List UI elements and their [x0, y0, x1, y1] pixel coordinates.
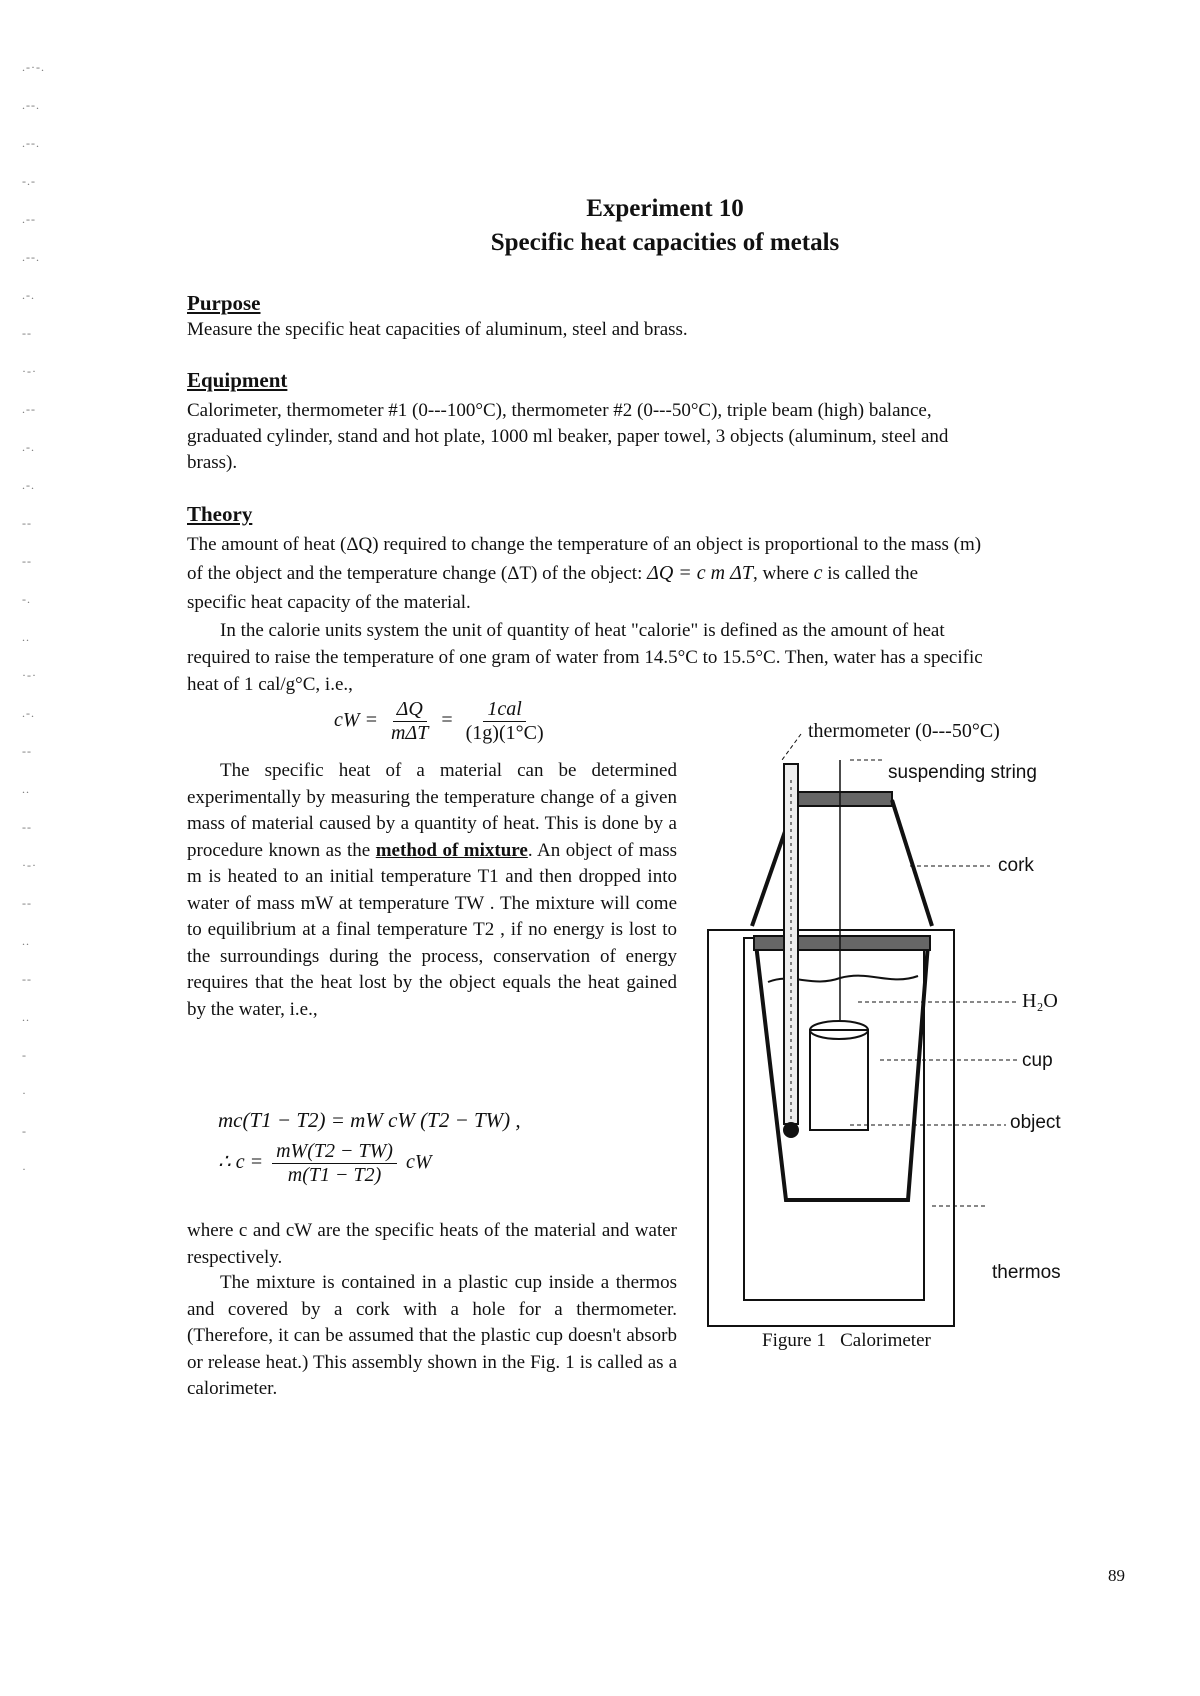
calorimeter-figure: [700, 720, 1180, 1380]
experiment-number: Experiment 10: [586, 195, 744, 222]
thermos-inner-wall: [744, 938, 924, 1300]
eq1-fraction: [387, 698, 432, 745]
label-cork: cork: [998, 855, 1034, 876]
text-span: , where: [752, 563, 814, 584]
object-cylinder: [810, 1030, 868, 1130]
theory-p2-line3: heat of 1 cal/g°C, i.e.,: [187, 674, 353, 695]
text-span: is called the: [822, 563, 919, 584]
eq1-equals: =: [441, 709, 453, 732]
eq3-suffix: cW: [405, 1151, 432, 1174]
eq1-denominator-2: (1g)(1°C): [465, 722, 544, 744]
cork-band-upper: [796, 792, 892, 806]
equation-energy-balance: mc(T1 − T2) = mW cW (T2 − TW) ,: [218, 1108, 521, 1132]
eq1-numerator: ΔQ: [393, 698, 427, 722]
purpose-heading: Purpose: [187, 291, 261, 315]
thermometer-bulb: [784, 1123, 798, 1137]
figure-caption: Figure 1 Calorimeter: [762, 1330, 931, 1351]
text-span: of the object and the temperature change (ΔT) of the object:: [187, 563, 648, 584]
c-symbol: c: [813, 562, 823, 584]
page-title: Specific heat capacities of metals: [490, 229, 840, 256]
equipment-line-2: graduated cylinder, stand and hot plate, 1000 ml beaker, paper towel, 3 objects (aluminum, steel and: [187, 426, 949, 447]
label-thermometer: thermometer (0---50°C): [808, 720, 1000, 742]
equation-specific-heat: [218, 1140, 431, 1187]
label-water: H₂O: [1022, 990, 1058, 1012]
theory-column-paragraph-3: The mixture is contained in a plastic cup inside a thermos and covered by a cork with a hole for a thermometer. (Therefore, it can be assumed that the plastic cup doesn't absorb or release heat.) This assembly shown in the Fig. 1 is called as a calorimeter.: [187, 1272, 677, 1399]
label-thermos: thermos: [992, 1262, 1061, 1283]
theory-p1-line3: specific heat capacity of the material.: [187, 592, 471, 613]
label-object: object: [1010, 1112, 1061, 1133]
cork-right-side: [892, 800, 932, 926]
theory-p2-line1: In the calorie units system the unit of quantity of heat "calorie" is defined as the amount of heat: [220, 620, 945, 641]
heat-equation: ΔQ = c m ΔT: [647, 562, 753, 584]
label-cup: cup: [1022, 1050, 1053, 1071]
purpose-text: Measure the specific heat capacities of aluminum, steel and brass.: [187, 319, 688, 340]
method-of-mixture: method of mixture: [375, 839, 528, 861]
eq3-numerator: mW(T2 − TW): [272, 1140, 397, 1164]
eq1-lhs: cW =: [334, 709, 379, 732]
eq3-prefix: ∴ c =: [218, 1151, 264, 1174]
equation-specific-heat-water: [334, 698, 552, 745]
eq1-fraction-2: [462, 698, 548, 745]
theory-p1-line1: The amount of heat (ΔQ) required to change the temperature of an object is proportional to the mass (m): [187, 534, 982, 555]
equipment-line-3: brass).: [187, 452, 238, 473]
text-span: The specific heat of a material can be determined experimentally by measuring the temperature change of a given mass of material caused by a quantity of heat. This is done by a procedure known as the: [187, 760, 677, 861]
eq3-fraction: [272, 1140, 397, 1187]
theory-column-paragraph-2: where c and cW are the specific heats of the material and water respectively.: [187, 1220, 677, 1268]
theory-heading: Theory: [187, 502, 253, 526]
eq3-denominator: m(T1 − T2): [287, 1164, 382, 1186]
eq1-numerator-2: 1cal: [483, 698, 525, 722]
theory-p1-line2: [187, 560, 918, 587]
cork-band-lower: [754, 936, 930, 950]
theory-p2-line2: required to raise the temperature of one gram of water from 14.5°C to 15.5°C. Then, water has a specific: [187, 647, 983, 668]
equipment-heading: Equipment: [187, 368, 288, 392]
theory-column-paragraph-1: [187, 758, 677, 1023]
label-suspending-string: suspending string: [888, 762, 1037, 783]
page-number: 89: [1108, 1566, 1125, 1585]
thermometer-pointer: [782, 734, 801, 760]
equipment-line-1: Calorimeter, thermometer #1 (0---100°C), thermometer #2 (0---50°C), triple beam (high) balance,: [187, 400, 932, 421]
text-span: . An object of mass m is heated to an initial temperature T1 and then dropped into water of mass mW at temperature TW . The mixture will come to equilibrium at a final temperature T2 , if no energy is lost to the surroundings during the process, conservation of energy requires that the heat lost by the object equals the heat gained by the water, i.e.,: [187, 839, 677, 1020]
plastic-cup: [756, 944, 928, 1200]
eq1-denominator: mΔT: [391, 722, 429, 744]
